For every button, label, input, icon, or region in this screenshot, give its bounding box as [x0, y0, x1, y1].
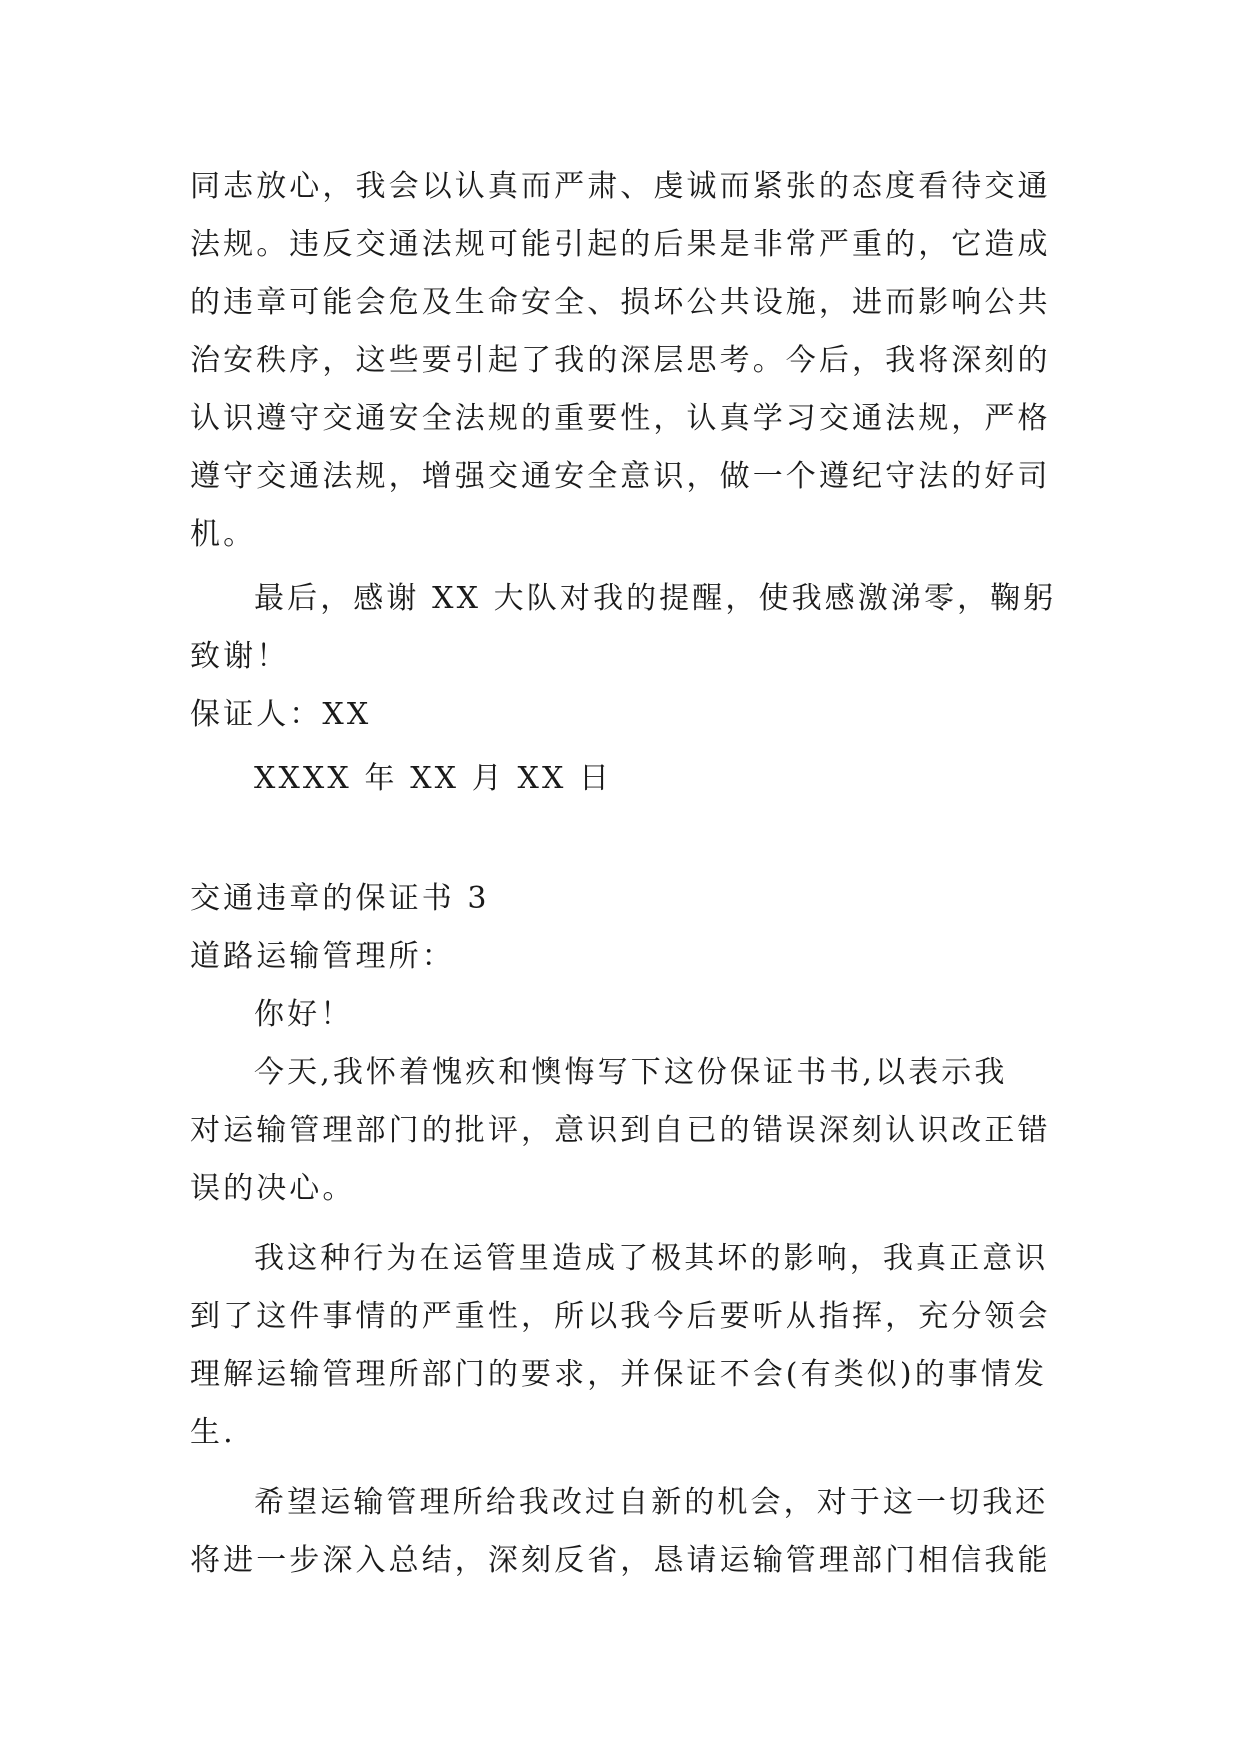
- text-line: 致谢！: [190, 639, 290, 674]
- text-line: 的违章可能会危及生命安全、损坏公共设施，进而影响公共: [190, 285, 1051, 320]
- text-line: 希望运输管理所给我改过自新的机会，对于这一切我还: [254, 1485, 1049, 1520]
- text-line: 遵守交通法规，增强交通安全意识，做一个遵纪守法的好司: [190, 459, 1051, 494]
- document-body: [190, 158, 1057, 1590]
- guarantor-line: 保证人：XX: [190, 697, 372, 732]
- text-line: 到了这件事情的严重性，所以我今后要听从指挥，充分领会: [190, 1299, 1051, 1334]
- text-line: 同志放心，我会以认真而严肃、虔诚而紧张的态度看待交通: [190, 169, 1051, 204]
- text-line: 对运输管理部门的批评，意识到自已的错误深刻认识改正错: [190, 1113, 1051, 1148]
- paragraph-commitment: [190, 158, 1052, 564]
- text-line: 生.: [190, 1415, 236, 1450]
- text-line: 法规。违反交通法规可能引起的后果是非常严重的，它造成: [190, 227, 1051, 262]
- text-line: 最后，感谢 XX 大队对我的提醒，使我感激涕零，鞠躬: [254, 581, 1057, 616]
- addressee-line: 道路运输管理所：: [190, 939, 455, 974]
- text-line: 我这种行为在运管里造成了极其坏的影响，我真正意识: [254, 1241, 1049, 1276]
- text-line: 今天,我怀着愧疚和懊悔写下这份保证书书,以表示我: [254, 1055, 1008, 1090]
- text-line: 机。: [190, 517, 257, 552]
- date-line: XXXX 年 XX 月 XX 日: [254, 761, 613, 796]
- text-line: 治安秩序，这些要引起了我的深层思考。今后，我将深刻的: [190, 343, 1051, 378]
- paragraph-thanks: [190, 570, 1057, 686]
- text-line: 理解运输管理所部门的要求，并保证不会(有类似)的事情发: [190, 1357, 1048, 1392]
- paragraph-hope: [190, 1474, 1052, 1590]
- text-line: 认识遵守交通安全法规的重要性，认真学习交通法规，严格: [190, 401, 1051, 436]
- greeting-line: 你好！: [254, 997, 354, 1032]
- paragraph-reflection: [190, 1230, 1052, 1462]
- text-line: 误的决心。: [190, 1171, 356, 1206]
- text-line: 将进一步深入总结，深刻反省，恳请运输管理部门相信我能: [190, 1543, 1051, 1578]
- section-title: 交通违章的保证书 3: [190, 881, 490, 916]
- paragraph-apology: [190, 1044, 1052, 1218]
